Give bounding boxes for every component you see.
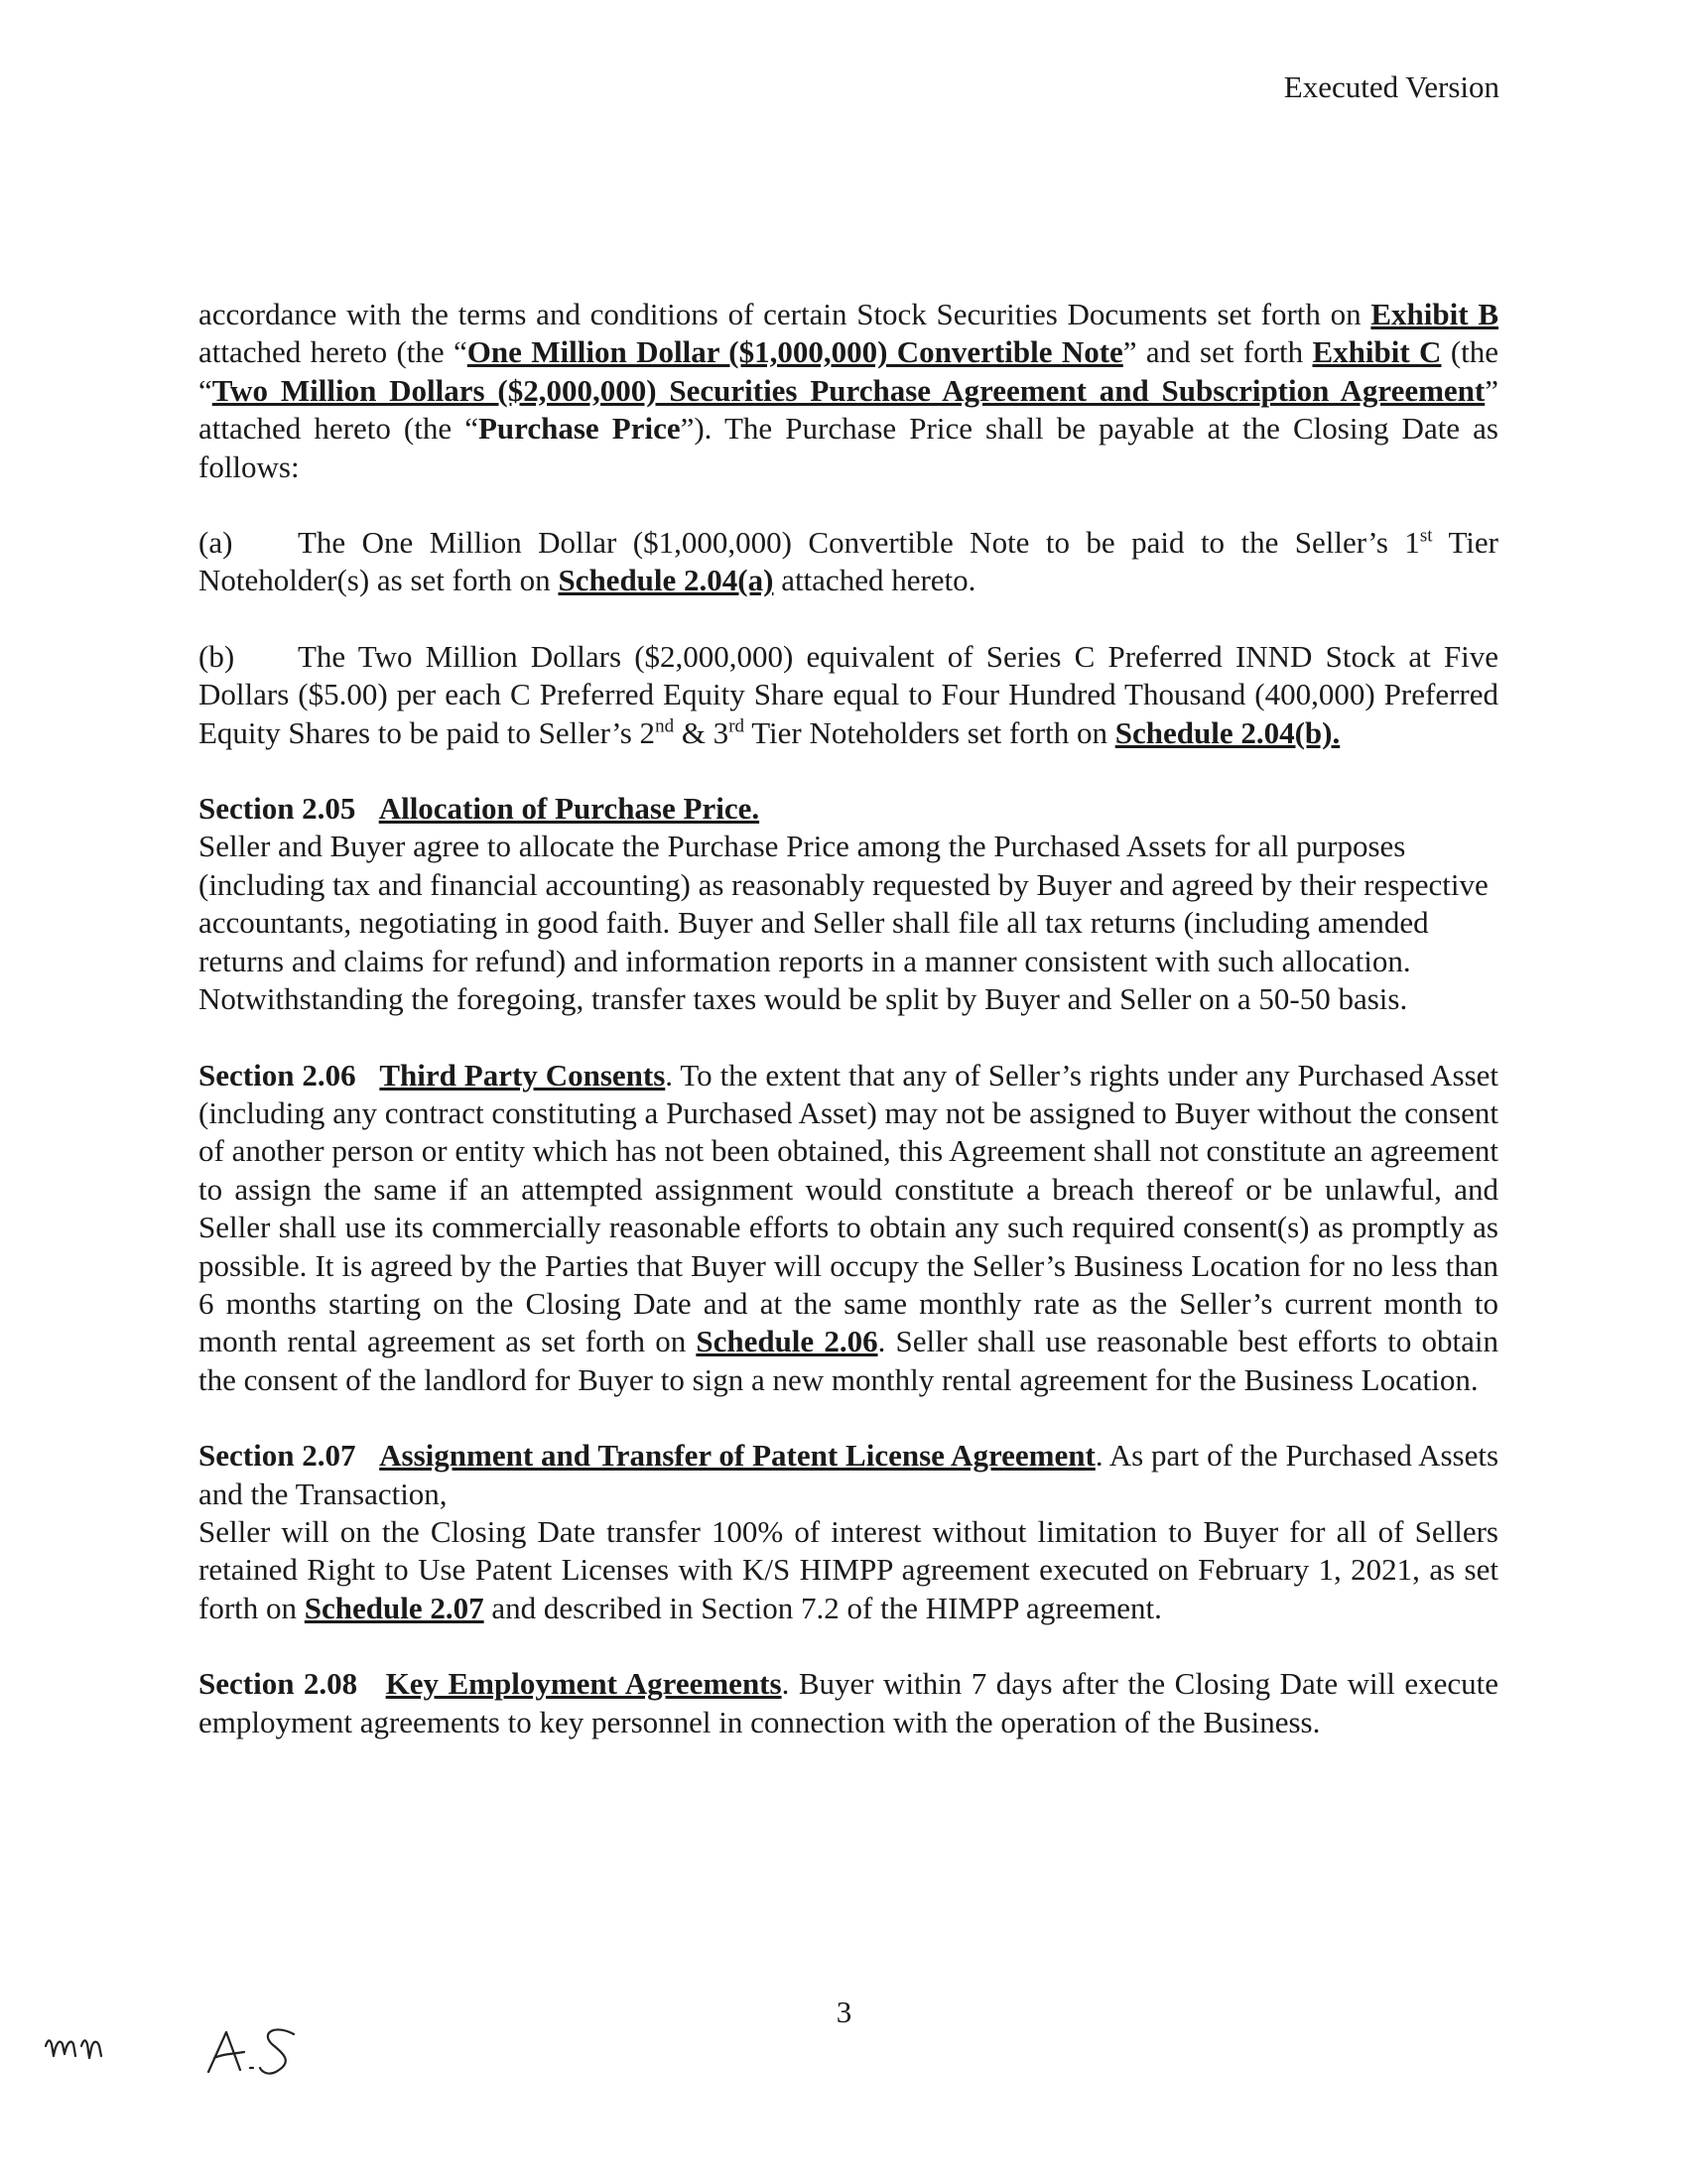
clause-a: (a) The One Million Dollar ($1,000,000) Convertible Note to be paid to the Seller’s 1st Tier Noteholder(s) as set forth on Schedule 2.04(a) attached hereto. — [198, 525, 1498, 598]
schedule-2-04b-reference: Schedule 2.04(b). — [1114, 714, 1341, 750]
section-2-05-heading — [198, 790, 1498, 828]
section-2-07-heading: Section 2.07 Assignment and Transfer of Patent License Agreement. As part of the Purchased Assets and the Transaction, — [198, 1438, 1499, 1511]
page-number: 3 — [836, 1994, 852, 2029]
securities-purchase-agreement-title: Two Million Dollars ($2,000,000) Securities Purchase Agreement and Subscription Agreement — [211, 372, 1486, 408]
schedule-2-07-reference: Schedule 2.07 — [304, 1590, 484, 1625]
document-body — [198, 296, 1498, 1741]
section-title: Key Employment Agreements — [385, 1666, 782, 1702]
section-number: Section 2.08 — [198, 1666, 358, 1702]
section-number: Section 2.07 — [198, 1438, 356, 1474]
section-number: Section 2.05 — [198, 791, 356, 827]
convertible-note-title: One Million Dollar ($1,000,000) Convertible Note — [466, 334, 1123, 370]
exhibit-c-reference: Exhibit C — [1312, 334, 1442, 370]
section-2-08: Section 2.08 Key Employment Agreements. Buyer within 7 days after the Closing Date will execute employment agreements to key personnel in connection with the operation of the Business. — [198, 1666, 1498, 1739]
purchase-price-term: Purchase Price — [477, 411, 681, 447]
section-number: Section 2.06 — [198, 1057, 356, 1092]
document-version-label: Executed Version — [1283, 69, 1499, 104]
schedule-2-04a-reference: Schedule 2.04(a) — [558, 563, 774, 598]
schedule-2-06-reference: Schedule 2.06 — [696, 1324, 878, 1359]
section-2-06: Section 2.06 Third Party Consents. To the extent that any of Seller’s rights under any Purchased Asset (including any contract constituting a Purchased Asset) may not be assigned to Buyer without the consent of another person or entity which has not been obtained, this Agreement shall not constitute an agreement to assign the same if an attempted assignment would constitute a breach thereof or be unlawful, and Seller shall use its commercially reasonable efforts to obtain any such required consent(s) as promptly as possible. It is agreed by the Parties that Buyer will occupy the Seller’s Business Location for no less than 6 months starting on the Closing Date and at the same monthly rate as the Seller’s current month to month rental agreement as set forth on Schedule 2.06. Seller shall use reasonable best efforts to obtain the consent of the landlord for Buyer to sign a new monthly rental agreement for the Business Location. — [198, 1057, 1499, 1397]
section-title: Allocation of Purchase Price. — [378, 791, 760, 827]
section-title: Assignment and Transfer of Patent License Agreement — [379, 1438, 1096, 1474]
initials-signature-icon — [38, 2010, 316, 2090]
section-title: Third Party Consents — [379, 1057, 666, 1092]
section-2-07-body: Seller will on the Closing Date transfer 100% of interest without limitation to Buyer for all of Sellers retained Right to Use Patent Licenses with K/S HIMPP agreement executed on February 1, 2021, as set forth on Schedule 2.07 and described in Section 7.2 of the HIMPP agreement. — [198, 1513, 1498, 1625]
clause-a-label: (a) — [198, 525, 233, 561]
exhibit-b-reference: Exhibit B — [1370, 297, 1498, 331]
clause-b: (b) The Two Million Dollars ($2,000,000) equivalent of Series C Preferred INND Stock at Five Dollars ($5.00) per each C Preferred Equity Share equal to Four Hundred Thousand (400,000) Preferred Equity Shares to be paid to Seller’s 2nd & 3rd Tier Noteholders set forth on Schedule 2.04(b). — [198, 638, 1498, 750]
purchase-price-paragraph: accordance with the terms and conditions of certain Stock Securities Documents set forth on Exhibit B attached hereto (the “One Million Dollar ($1,000,000) Convertible Note” and set forth Exhibit C (the “Two Million Dollars ($2,000,000) Securities Purchase Agreement and Subscription Agreement” attached hereto (the “Purchase Price”). The Purchase Price shall be payable at the Closing Date as follows: — [198, 297, 1499, 484]
handwritten-initials — [38, 2010, 316, 2090]
section-2-05-body: Seller and Buyer agree to allocate the Purchase Price among the Purchased Assets for all purposes (including tax and financial accounting) as reasonably requested by Buyer and agreed by their respective accountants, negotiating in good faith. Buyer and Seller shall file all tax returns (including amended returns and claims for refund) and information reports in a manner consistent with such allocation. Notwithstanding the foregoing, transfer taxes would be split by Buyer and Seller on a 50-50 basis. — [198, 829, 1489, 1017]
clause-b-label: (b) — [198, 638, 235, 674]
